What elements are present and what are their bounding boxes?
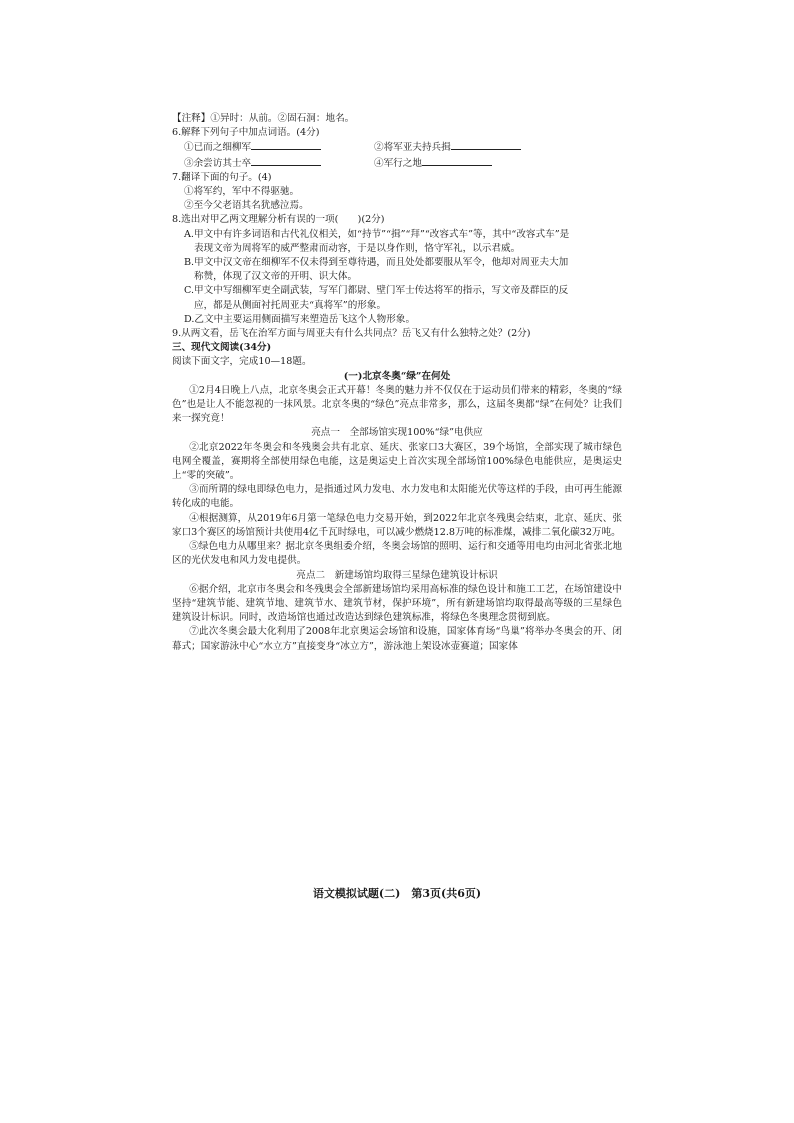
article-subheading-1: 亮点一 全部场馆实现100%“绿”电供应 [311, 427, 483, 439]
article-paragraph-5: ⑤绿色电力从哪里来？据北京冬奥组委介绍，冬奥会场馆的照明、运行和交通等用电均由河北省张北地区的光伏发电和风力发电提供。 [172, 541, 622, 567]
article-paragraph-1: ①2月4日晚上八点，北京冬奥会正式开幕！冬奥的魅力并不仅仅在于运动员们带来的精彩，冬奥的“绿色”也是让人不能忽视的一抹风景。北京冬奥的“绿色”亮点非常多，那么，这届冬奥都“绿”在何处？让我们来一探究竟！ [172, 384, 622, 425]
question-8-stem: 8.选出对甲乙两文理解分析有误的一项( )(2分) [172, 214, 385, 226]
section-3-heading: 三、现代文阅读(34分) [172, 342, 272, 354]
q8-option-c-cont: 应，都是从侧面衬托周亚夫“真将军”的形象。 [194, 299, 387, 311]
question-6-row-2 [172, 156, 622, 171]
q8-option-b: B.甲文中汉文帝在细柳军不仅未得到至尊待遇，而且处处都要服从军令，他却对周亚夫大加 [184, 257, 569, 269]
q8-option-a: A.甲文中有许多词语和古代礼仪相关，如“持节”“揖”“拜”“改容式车”等，其中“改容式车”是 [184, 228, 570, 240]
q8-option-a-cont: 表现文帝为周将军的威严整肃而动容，于是以身作则，恪守军礼，以示君威。 [194, 242, 521, 254]
q6-item-3: ③余尝访其士卒 [184, 157, 252, 169]
q8-option-b-cont: 称赞，体现了汉文帝的开明、识大体。 [194, 271, 358, 283]
article-paragraph-7: ⑦此次冬奥会最大化利用了2008年北京奥运会场馆和设施，国家体育场“鸟巢”将举办冬奥会的开、闭幕式；国家游泳中心“水立方”直接变身“冰立方”，游泳池上架设冰壶赛道；国家体 [172, 626, 622, 652]
annotation-note: 【注释】①异时：从前。②固石洞：地名。 [172, 113, 355, 124]
answer-blank[interactable] [251, 140, 321, 150]
answer-blank[interactable] [422, 156, 492, 166]
article-paragraph-6: ⑥据介绍，北京市冬奥会和冬残奥会全部新建场馆均采用高标准的绿色设计和施工工艺，在场馆建设中坚持“建筑节能、建筑节地、建筑节水、建筑节材，保护环境”，所有新建场馆均取得最高等级的三星绿色建筑设计标识。同时，改造场馆也通过改造达到绿色建筑标准，将绿色冬奥理念贯彻到底。 [172, 583, 622, 624]
article-title: (一)北京冬奥“绿”在何处 [343, 370, 451, 382]
q7-item-1: ①将军约，军中不得驱驰。 [184, 186, 300, 198]
question-6-stem: 6.解释下列句子中加点词语。(4分) [172, 127, 320, 139]
q8-option-c: C.甲文中写细柳军吏全副武装，写军门都尉、壁门军士传达将军的指示，写文帝及群臣的反 [184, 285, 569, 297]
answer-blank[interactable] [251, 156, 321, 166]
question-7-stem: 7.翻译下面的句子。(4) [172, 171, 272, 183]
page-footer: 语文模拟试题(二) 第3页(共6页) [312, 887, 482, 900]
q6-item-2: ②将军亚夫持兵揖 [374, 142, 451, 154]
q6-item-4: ④军行之地 [374, 157, 422, 169]
q7-item-2: ②至今父老语其名犹感泣焉。 [184, 200, 309, 212]
q8-option-d: D.乙文中主要运用侧面描写来塑造岳飞这个人物形象。 [184, 313, 416, 325]
article-paragraph-3: ③而所谓的绿电即绿色电力，是指通过风力发电、水力发电和太阳能光伏等这样的手段，由可再生能源转化成的电能。 [172, 484, 622, 510]
article-paragraph-2: ②北京2022年冬奥会和冬残奥会共有北京、延庆、张家口3大赛区，39个场馆，全部实现了城市绿色电网全覆盖，赛期将全部使用绿色电能，这是奥运史上首次实现全部场馆100%绿色电能供应，是奥运史上“零的突破”。 [172, 441, 622, 482]
question-6-row-1 [172, 140, 622, 155]
article-paragraph-4: ④根据测算，从2019年6月第一笔绿色电力交易开始，到2022年北京冬残奥会结束，北京、延庆、张家口3个赛区的场馆预计共使用4亿千瓦时绿电，可以减少燃烧12.8万吨的标准煤，减排二氧化碳32万吨。 [172, 512, 622, 538]
article-subheading-2: 亮点二 新建场馆均取得三星绿色建筑设计标识 [296, 569, 498, 581]
page-content [172, 112, 622, 654]
q6-item-1: ①已而之细柳军 [184, 142, 252, 154]
answer-blank[interactable] [451, 140, 521, 150]
question-9: 9.从两文看，岳飞在治军方面与周亚夫有什么共同点？岳飞又有什么独特之处？(2分) [172, 328, 531, 340]
section-3-intro: 阅读下面文字，完成10—18题。 [172, 356, 312, 368]
